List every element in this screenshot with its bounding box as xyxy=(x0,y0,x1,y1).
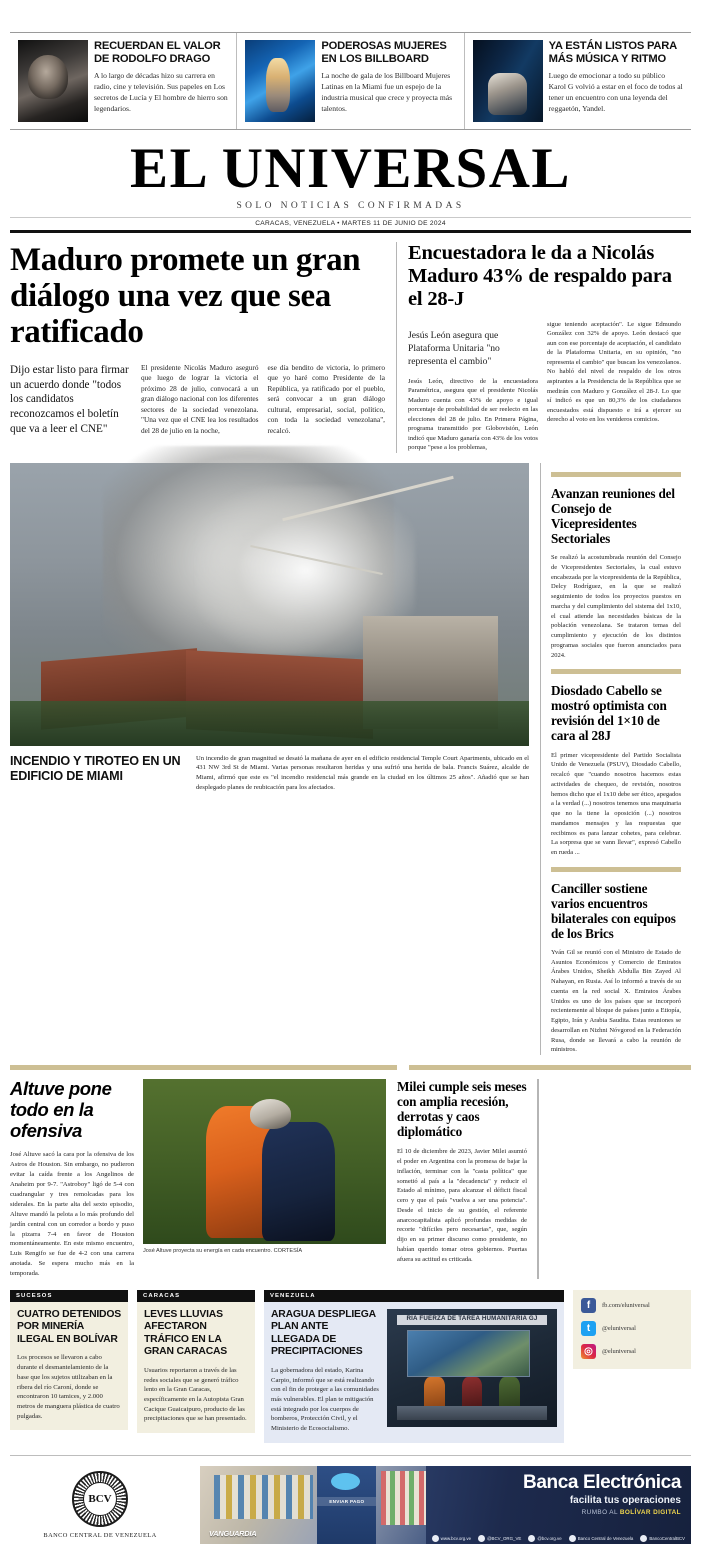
altuve-photo-wrap xyxy=(143,1079,386,1279)
ad-link-youtube[interactable] xyxy=(640,1535,685,1542)
social-links-panel xyxy=(573,1290,691,1369)
teaser-title: YA ESTÁN LISTOS PARA MÁS MÚSICA Y RITMO xyxy=(548,40,677,66)
dateline-bar xyxy=(10,217,691,233)
seated-person xyxy=(499,1377,519,1408)
sidebar-text: Se realizó la acostumbrada reunión del Consejo de Vicepresidentes Sectoriales, la cual estuvo encabezada por la vicepresidenta de la República, Delcy Rodríguez, en la que se realizó seguimiento de todos los proyectos puestos en marcha y del cumplimiento del sistema del 1x10, el cual atiende las necesidades básicas de la población venezolana. Se trataron temas del cumplimiento y ejecución de los distintos programas sociales que fueron anunciados para 2024. xyxy=(551,554,681,659)
milei-title: Milei cumple seis meses con amplia recesión, derrotas y caos diplomático xyxy=(397,1079,527,1140)
ad-slogan: VANGUARDIA xyxy=(209,1528,257,1538)
brief-title: ARAGUA DESPLIEGA PLAN ANTE LLEGADA DE PRECIPITACIONES xyxy=(271,1308,376,1358)
masthead xyxy=(10,130,691,233)
brief-text-column xyxy=(271,1309,379,1434)
ad-photo xyxy=(200,1466,426,1544)
advertisement[interactable] xyxy=(10,1466,691,1544)
altuve-caption: José Altuve proyecta su energía en cada encuentro. CORTESÍA xyxy=(143,1248,303,1255)
poll-story[interactable] xyxy=(396,242,681,453)
globe-icon xyxy=(432,1535,439,1542)
teaser-body xyxy=(321,40,455,122)
ad-links xyxy=(426,1535,685,1542)
brief-text: La gobernadora del estado, Karina Carpio, informó que se está realizando con el fin de proteger a las comunidades más vulnerables. El plan te mitigación está integrado por los cuerpos de bomberos, Protección Civil, y el Ministerio de Ecosocialismo. xyxy=(271,1366,379,1433)
teaser-text: La noche de gala de los Billboard Mujeres Latinas en la Miami fue un espejo de la industria musical que crece y proyecta más talentos. xyxy=(321,71,453,113)
poll-column-2-wrap xyxy=(547,320,681,453)
milei-story[interactable] xyxy=(397,1079,538,1279)
ad-link-facebook[interactable] xyxy=(569,1535,634,1542)
sidebar-text: Yván Gil se reunió con el Ministro de Estado de Asuntos Económicos y Comercio de Emiratos Árabes Unidos, Sheikh Abdulla Bin Zayed Al Nahayan, en Rusia. Así lo informó a través de su cuenta en la red social X. Emiratos Árabes Unidos es uno de los países que se incorporó recientemente al bloque de países junto a Etiopía, Egipto, Irán y Arabia Saudita. Estas reuniones se desarrollan en Nizhni Nóvgorod en la Federación Rusa, donde se llevará a cabo la reunión de ministros. xyxy=(551,948,681,1054)
ad-separator xyxy=(10,1455,691,1456)
milei-text: El 10 de diciembre de 2023, Javier Milei asumió el poder en Argentina con la promesa de bajar la inflación, terminar con la "casta política" que sometió al país a la "decadencia" y reducir el Estado al mínimo, para alcanzar el déficit fiscal cero y que el país "vuelva a ser una potencia". Desde el inicio de su gestión, el referente anarcocapitalista aplicó profundas medidas de recorte "difíciles pero necesarias", que, según dijo en su primer discurso como presidente, no habían querido tomar otros gobiernos. Puertas afuera su actitud es criticada. xyxy=(397,1148,527,1263)
aragua-photo xyxy=(387,1309,557,1427)
teaser-photo-billboard xyxy=(245,40,315,122)
bcv-seal-icon xyxy=(72,1471,128,1527)
social-link-twitter[interactable] xyxy=(581,1321,683,1336)
instagram-icon xyxy=(528,1535,535,1542)
social-link-facebook[interactable] xyxy=(581,1298,683,1313)
ad-banner[interactable] xyxy=(200,1466,691,1544)
teaser-photo-rodolfo-drago xyxy=(18,40,88,122)
newspaper-front-page xyxy=(0,32,701,1541)
teaser-item[interactable] xyxy=(465,33,691,129)
instagram-icon: ◎ xyxy=(581,1344,596,1359)
brief-caracas[interactable] xyxy=(137,1290,255,1433)
teaser-text: A lo largo de décadas hizo su carrera en radio, cine y televisión. Sus papeles en Los secretos de Lucía y El hombre de hierro son legendarios. xyxy=(94,71,228,113)
brief-body xyxy=(264,1302,564,1443)
rule-gap xyxy=(397,1065,409,1070)
ad-link-label: BancoCentralBCV xyxy=(649,1535,685,1541)
poll-body xyxy=(408,320,681,453)
ad-link-instagram[interactable] xyxy=(528,1535,561,1542)
fire-caption-row xyxy=(10,754,529,792)
sidebar-title: Diosdado Cabello se mostró optimista con revisión del 1×10 de cara al 28J xyxy=(551,683,667,744)
photo-banner-text: RIA FUERZA DE TAREA HUMANITARIA GJ xyxy=(406,1315,538,1323)
masthead-tagline: SOLO NOTICIAS CONFIRMADAS xyxy=(236,200,465,211)
poll-standfirst-wrap xyxy=(408,320,538,453)
send-payment-button[interactable]: ENVIAR PAGO xyxy=(317,1497,376,1506)
brief-tag: SUCESOS xyxy=(10,1290,128,1302)
lead-columns xyxy=(141,363,385,437)
bcv-logo-block xyxy=(10,1471,190,1539)
social-label: fb.com/eluniversal xyxy=(602,1301,650,1309)
sidebar-story-canciller[interactable] xyxy=(551,881,681,1055)
brief-text: Usuarios reportaron a través de las redes sociales que se generó tráfico lento en la Gran Caracas, específicamente en la Autopista Gran Cacique Guaicaipuro, producto de las precipitaciones que se han presentado. xyxy=(144,1366,247,1423)
ad-copy xyxy=(426,1466,691,1544)
ad-kicker xyxy=(436,1509,681,1516)
facebook-icon: f xyxy=(581,1298,596,1313)
social-label: @eluniversal xyxy=(602,1347,636,1355)
poll-standfirst: Jesús León asegura que Plataforma Unitaria "no representa el cambio" xyxy=(408,329,500,367)
ad-link-label: Banco Central de Venezuela xyxy=(577,1535,634,1541)
pharmacy-shelf xyxy=(214,1475,313,1519)
brief-inner xyxy=(271,1309,557,1434)
ad-link-label: @BCV_ORG_VE xyxy=(487,1535,522,1541)
ad-link-website[interactable] xyxy=(432,1535,471,1542)
fire-caption: Un incendio de gran magnitud se desató la mañana de ayer en el edificio residencial Temple Court Apartments, ubicado en el 431 NW 3rd St de Miami. Varias personas resultaron heridas y una sufrió una herida de bala. Francis Suárez, alcalde de Miami, afirmó que este es "el incendio residencial más grande en la ciudad en los últimos 25 años". Añadió que se han desplegado planes de reubicación para los afectados. xyxy=(196,754,529,791)
lead-standfirst: Dijo estar listo para firmar un acuerdo donde "todos los candidatos reconozcamos el boletín que va a leer el CNE" xyxy=(10,363,129,435)
ad-title: Banca Electrónica xyxy=(523,1471,681,1493)
seated-person xyxy=(462,1377,482,1408)
teaser-item[interactable] xyxy=(237,33,464,129)
divider-rule xyxy=(551,867,681,872)
altuve-text-column xyxy=(10,1079,134,1279)
fire-photo xyxy=(10,463,529,746)
briefs-row xyxy=(10,1290,691,1443)
tree-line xyxy=(10,701,529,746)
brief-venezuela-aragua[interactable] xyxy=(264,1290,564,1443)
lead-body xyxy=(10,363,385,437)
divider-rule xyxy=(10,1065,397,1070)
teaser-text: Luego de emocionar a todo su público Karol G volvió a estar en el foco de todos al tener un encuentro con una leyenda del reggaetón, Yandel. xyxy=(548,71,683,113)
brief-title: LEVES LLUVIAS AFECTARON TRÁFICO EN LA GRAN CARACAS xyxy=(144,1308,228,1358)
sidebar-story-vicepresidentes[interactable] xyxy=(551,486,681,660)
lead-story[interactable] xyxy=(10,242,396,453)
teaser-body xyxy=(94,40,228,122)
sidebar-column xyxy=(540,463,681,1055)
brief-tag: VENEZUELA xyxy=(264,1290,564,1302)
fire-kicker: INCENDIO Y TIROTEO EN UN EDIFICIO DE MIAMI xyxy=(10,753,181,784)
poll-column-1: Jesús León, directivo de la encuestadora Paramétrica, asegura que el presidente Nicolás Maduro cuenta con 43% de apoyo e igual porcentaje de probabilidad de ser reelecto en las elecciones del 28 de julio. En Primera Página, programa transmitido por Globovisión, León indicó que Maduro ganaría con 43% de los votos porque "pese a los problemas, xyxy=(408,377,538,452)
twitter-icon xyxy=(478,1535,485,1542)
batting-helmet xyxy=(250,1099,291,1129)
sidebar-title: Avanzan reuniones del Consejo de Vicepresidentes Sectoriales xyxy=(551,485,675,547)
page-title: EL UNIVERSAL xyxy=(130,137,571,200)
sidebar-text: El primer vicepresidente del Partido Socialista Unido de Venezuela (PSUV), Diosdado Cabello, recalcó que "cuando nosotros hacemos estas actividades de chequeo, de revisión, nosotros hemos dicho que el 1x10 debe ser ético, apegados a la verdad (...) nosotros tenemos una maquinaria que no la tiene la oposición (...) nosotros mandamos mensajes y las respuestas que recibimos es para lanzar cohetes, para celebrar. La sorpresa que se vann llevar", expresó Cabello en rueda ... xyxy=(551,751,681,857)
desk xyxy=(397,1406,547,1420)
teaser-title: PODEROSAS MUJERES EN LOS BILLBOARD xyxy=(321,40,447,66)
altuve-text: José Altuve sacó la cara por la ofensiva de los Astros de Houston. Sin embargo, no pudieron evitar la caída frente a los Angelinos de Anaheim por 9-7. "Astroboy" ligó de 5-4 con cuadrangular y tres remolcadas para los siderales. En la parte alta del sexto episodio, Altuve mandó la pelota a lo más profundo del jardín central con un corredor a bordo y puso la pizarra 7-4 en favor de Houston momentáneamente. En este mismo encuentro, Luis Rengifo se fue de 4-2 con una carrera anotada. Se espera mucho más en la temporada. xyxy=(10,1151,134,1278)
youtube-icon xyxy=(640,1535,647,1542)
feature-row xyxy=(10,1079,691,1279)
bcv-name: BANCO CENTRAL DE VENEZUELA xyxy=(43,1531,157,1539)
ad-kicker-pre: RUMBO AL xyxy=(581,1508,620,1516)
divider-rule xyxy=(551,472,681,477)
teaser-item[interactable] xyxy=(10,33,237,129)
twitter-icon: t xyxy=(581,1321,596,1336)
sidebar-story-cabello[interactable] xyxy=(551,683,681,857)
facebook-icon xyxy=(569,1535,576,1542)
lead-column-1: El presidente Nicolás Maduro aseguró que luego de lograr la victoria el próximo 28 de julio, convocará a un gran diálogo nacional con los diferentes sectores de la sociedad venezolana. "Una vez que el CNE lea los resultados del 28 de julio en la noche, xyxy=(141,362,259,435)
product-shelf xyxy=(381,1471,426,1526)
feature-right-spacer xyxy=(538,1079,679,1279)
dateline: CARACAS, VENEZUELA • MARTES 11 DE JUNIO DE 2024 xyxy=(255,219,446,227)
divider-rule xyxy=(551,669,681,674)
poll-column-2: sigue teniendo aceptación". Le sigue Edmundo González con 32% de apoyo. León destacó que aun con ese porcentaje de aceptación, el candidato de la Plataforma Unitaria, en su opinión, "no representa el cambio" que buscan los venezolanos. No habló del nivel de respaldo de los otros aspirantes a la Presidencia de la República que se medirán con Maduro y González el 28-J. Lo que sí indicó es que un 80,3% de los ciudadanos encuestados está dispuesto e irá a ejercer su derecho al voto en los venideros comicios. xyxy=(547,320,681,424)
brief-sucesos[interactable] xyxy=(10,1290,128,1430)
divider-rule xyxy=(409,1065,691,1070)
control-room-screen xyxy=(407,1330,529,1377)
player-navy xyxy=(262,1122,335,1241)
ad-kicker-bold: BOLÍVAR DIGITAL xyxy=(619,1508,681,1516)
brief-tag: CARACAS xyxy=(137,1290,255,1302)
ad-link-label: @bcv.org.ve xyxy=(537,1535,562,1541)
social-link-instagram[interactable] xyxy=(581,1344,683,1359)
lead-row xyxy=(10,242,691,453)
poll-headline: Encuestadora le da a Nicolás Maduro 43% de respaldo para el 28-J xyxy=(408,241,672,310)
fire-story[interactable] xyxy=(10,463,540,1055)
ad-link-label: www.bcv.org.ve xyxy=(440,1535,472,1541)
ad-subtitle: facilita tus operaciones xyxy=(569,1494,681,1506)
teaser-body xyxy=(549,40,683,122)
brief-title: CUATRO DETENIDOS POR MINERÍA ILEGAL EN BOLÍVAR xyxy=(17,1308,121,1345)
brief-body xyxy=(10,1302,128,1430)
lead-column-2: ese día bendito de victoria, lo primero que yo haré como Presidente de la República, ya ratificado por el pueblo, será convocar a un gran diálogo cultural, empresarial, social, político, con toda la sociedad venezolana", recalcó. xyxy=(267,362,385,435)
sidebar-title: Canciller sostiene varios encuentros bilaterales con equipos de los Brics xyxy=(551,880,676,941)
teaser-title: RECUERDAN EL VALOR DE RODOLFO DRAGO xyxy=(94,40,221,66)
altuve-title: Altuve pone todo en la ofensiva xyxy=(10,1078,112,1141)
altuve-story[interactable] xyxy=(10,1079,397,1279)
brief-text: Los procesos se llevaron a cabo durante el desmantelamiento de la base que los sujetos utilizaban en la ribera del río Caroní, donde se encontraron 10 tamices, y 2.000 metros de manguera plástica de cuatro pulgadas. xyxy=(17,1354,120,1420)
teaser-photo-karol-g-yandel xyxy=(473,40,543,122)
brief-body xyxy=(137,1302,255,1433)
social-label: @eluniversal xyxy=(602,1324,636,1332)
ad-link-twitter[interactable] xyxy=(478,1535,521,1542)
seated-person xyxy=(424,1377,444,1408)
lead-headline: Maduro promete un gran diálogo una vez que sea ratificado xyxy=(10,241,361,351)
mid-row xyxy=(10,463,691,1055)
altuve-photo xyxy=(143,1079,386,1244)
feature-rules xyxy=(10,1065,691,1070)
top-teaser-strip xyxy=(10,32,691,130)
